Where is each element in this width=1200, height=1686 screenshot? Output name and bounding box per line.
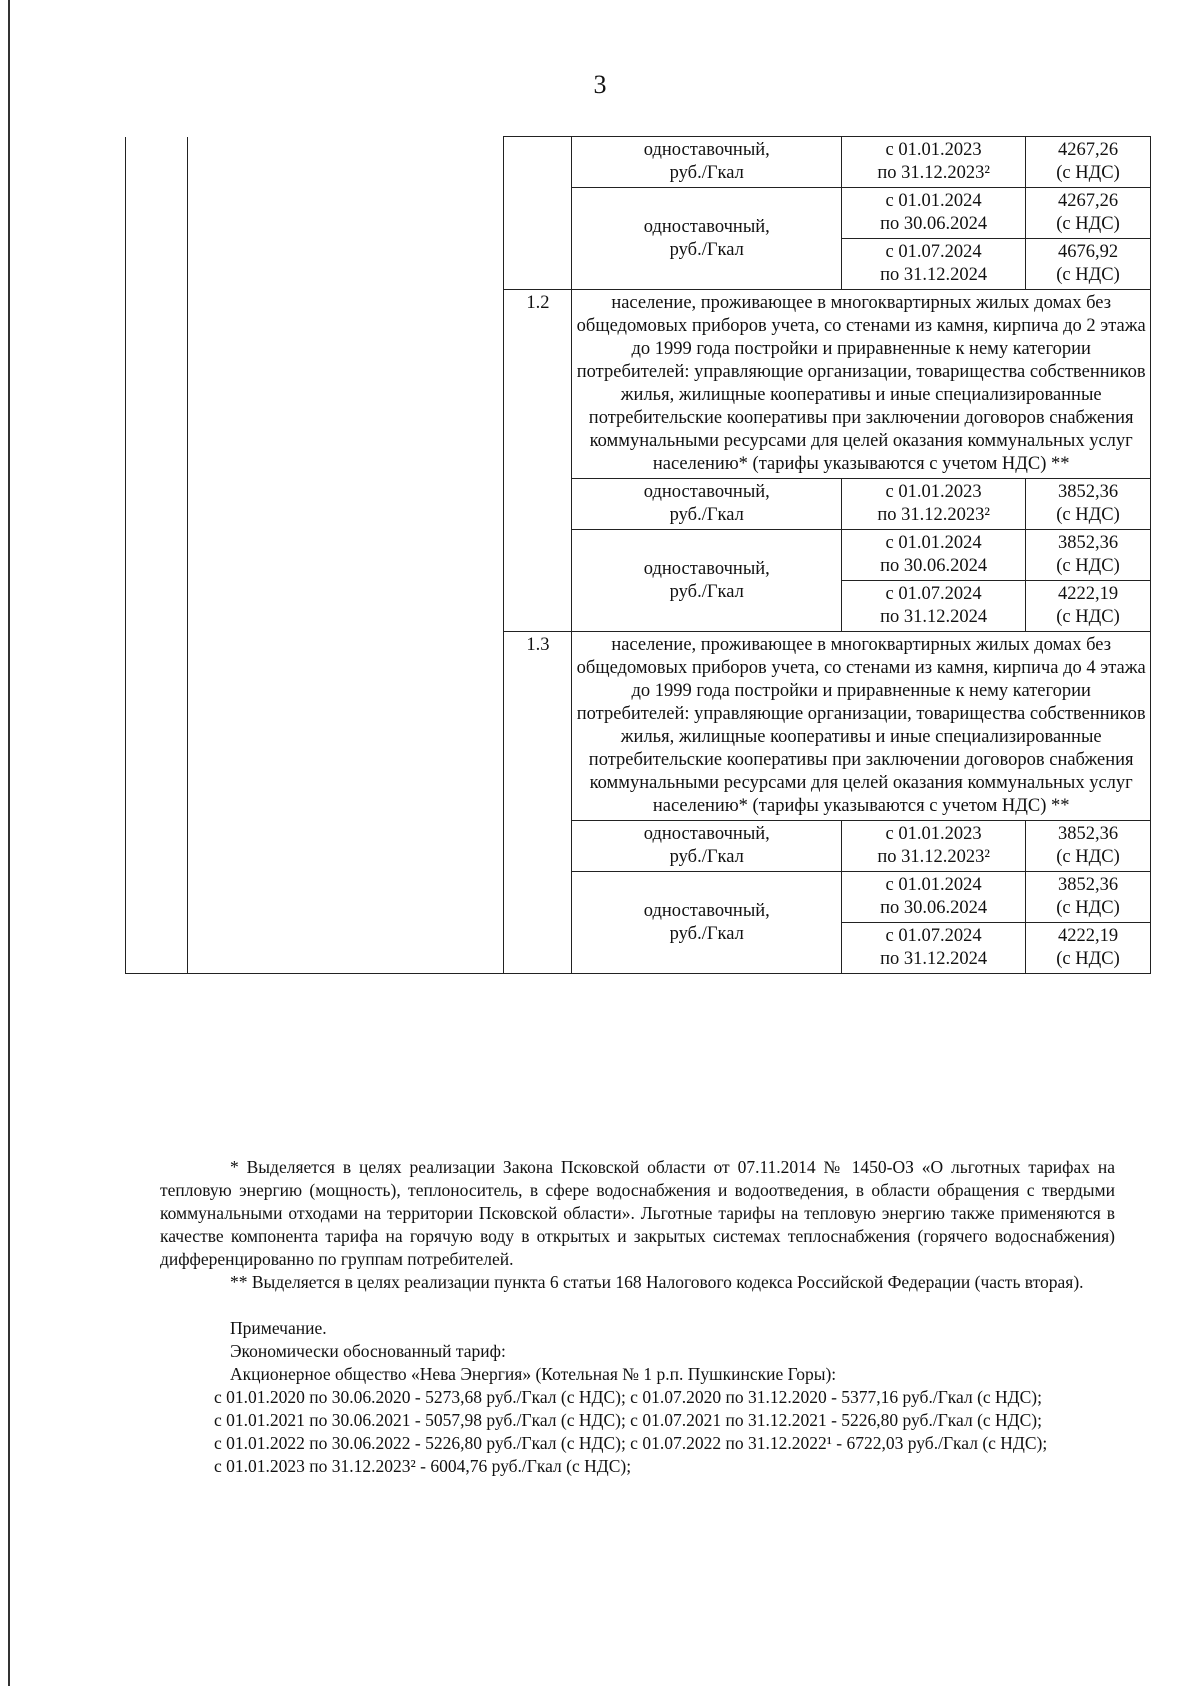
period-line2: по 30.06.2024	[880, 556, 988, 576]
tariff-table	[125, 136, 1151, 974]
tariff-type-line2: руб./Гкал	[669, 847, 744, 867]
tariff-value-line2: (с НДС)	[1056, 847, 1120, 867]
empty-cell	[187, 137, 504, 974]
tariff-row	[126, 137, 1151, 188]
item-number: 1.2	[504, 290, 572, 632]
tariff-type-line1: одноставочный,	[643, 140, 770, 160]
tariff-value	[1026, 479, 1151, 530]
tariff-type-line1: одноставочный,	[643, 900, 770, 921]
tariff-value	[1026, 530, 1151, 581]
tariff-value-line1: 3852,36	[1057, 533, 1119, 553]
note-line: с 01.01.2021 по 30.06.2021 - 5057,98 руб./Гкал (с НДС); с 01.07.2021 по 31.12.2021 - 5226,80 руб./Гкал (с НДС);	[214, 1410, 1042, 1430]
note-line: с 01.01.2022 по 30.06.2022 - 5226,80 руб./Гкал (с НДС); с 01.07.2022 по 31.12.2022¹ - 6722,03 руб./Гкал (с НДС);	[214, 1433, 1048, 1453]
period	[842, 239, 1026, 290]
tariff-type-line2: руб./Гкал	[669, 505, 744, 525]
period	[842, 923, 1026, 974]
period-line2: по 31.12.2023²	[877, 847, 990, 867]
tariff-value-line1: 3852,36	[1057, 824, 1119, 844]
period-line1: с 01.01.2023	[885, 482, 982, 502]
page-left-border	[8, 0, 10, 1686]
period-line2: по 30.06.2024	[880, 898, 988, 918]
tariff-value-line1: 3852,36	[1057, 482, 1119, 502]
period-line1: с 01.01.2023	[885, 140, 982, 160]
tariff-type	[572, 188, 842, 290]
period-line2: по 31.12.2024	[880, 265, 988, 285]
item-number	[504, 137, 572, 290]
tariff-value	[1026, 923, 1151, 974]
category-description: население, проживающее в многоквартирных жилых домах без общедомовых приборов учета, со стенами из камня, кирпича до 2 этажа до 1999 года постройки и приравненные к нему категории потребителей: управляющие организации, товарищества собственников жилья, жилищные кооперативы и иные специализированные потребительские кооперативы при заключении договоров снабжения коммунальными ресурсами для целей оказания коммунальных услуг населению* (тарифы указываются с учетом НДС) **	[572, 290, 1151, 479]
period-line1: с 01.01.2024	[885, 875, 982, 895]
tariff-value-line2: (с НДС)	[1056, 607, 1120, 627]
period	[842, 137, 1026, 188]
period-line2: по 31.12.2024	[880, 949, 988, 969]
period	[842, 530, 1026, 581]
period-line2: по 31.12.2024	[880, 607, 988, 627]
tariff-value-line1: 4267,26	[1057, 191, 1119, 211]
tariff-value-line2: (с НДС)	[1056, 214, 1120, 234]
tariff-type-line1: одноставочный,	[643, 216, 770, 237]
tariff-value	[1026, 137, 1151, 188]
item-number: 1.3	[504, 632, 572, 974]
note-organization: Акционерное общество «Нева Энергия» (Котельная № 1 р.п. Пушкинские Горы):	[230, 1364, 837, 1384]
tariff-value	[1026, 239, 1151, 290]
tariff-value-line2: (с НДС)	[1056, 949, 1120, 969]
category-description: население, проживающее в многоквартирных жилых домах без общедомовых приборов учета, со стенами из камня, кирпича до 4 этажа до 1999 года постройки и приравненные к нему категории потребителей: управляющие организации, товарищества собственников жилья, жилищные кооперативы и иные специализированные потребительские кооперативы при заключении договоров снабжения коммунальными ресурсами для целей оказания коммунальных услуг населению* (тарифы указываются с учетом НДС) **	[572, 632, 1151, 821]
page-number: 3	[593, 70, 607, 99]
tariff-type	[572, 137, 842, 188]
period-line1: с 01.01.2024	[885, 533, 982, 553]
note-heading: Примечание.	[230, 1318, 327, 1338]
tariff-value-line2: (с НДС)	[1056, 556, 1120, 576]
tariff-value-line2: (с НДС)	[1056, 163, 1120, 183]
period-line2: по 30.06.2024	[880, 214, 988, 234]
tariff-value-line2: (с НДС)	[1056, 265, 1120, 285]
period	[842, 872, 1026, 923]
tariff-value-line2: (с НДС)	[1056, 505, 1120, 525]
tariff-type	[572, 821, 842, 872]
tariff-type-line1: одноставочный,	[643, 482, 770, 502]
period-line2: по 31.12.2023²	[877, 163, 990, 183]
note-subheading: Экономически обоснованный тариф:	[230, 1341, 506, 1361]
note-line: с 01.01.2020 по 30.06.2020 - 5273,68 руб./Гкал (с НДС); с 01.07.2020 по 31.12.2020 - 5377,16 руб./Гкал (с НДС);	[214, 1387, 1042, 1407]
tariff-value	[1026, 188, 1151, 239]
tariff-type-line2: руб./Гкал	[669, 581, 744, 602]
tariff-value	[1026, 821, 1151, 872]
tariff-type-line1: одноставочный,	[643, 558, 770, 579]
period	[842, 821, 1026, 872]
period	[842, 581, 1026, 632]
tariff-type-line2: руб./Гкал	[669, 239, 744, 260]
tariff-value-line1: 4222,19	[1057, 926, 1119, 946]
tariff-type-line1: одноставочный,	[643, 824, 770, 844]
tariff-type	[572, 530, 842, 632]
note-line: с 01.01.2023 по 31.12.2023² - 6004,76 руб./Гкал (с НДС);	[214, 1456, 632, 1476]
period	[842, 188, 1026, 239]
period-line1: с 01.01.2024	[885, 191, 982, 211]
tariff-type-line2: руб./Гкал	[669, 163, 744, 183]
tariff-type	[572, 479, 842, 530]
tariff-value-line2: (с НДС)	[1056, 898, 1120, 918]
tariff-value	[1026, 872, 1151, 923]
empty-cell	[126, 137, 188, 974]
tariff-value-line1: 4267,26	[1057, 140, 1119, 160]
period-line1: с 01.07.2024	[885, 242, 982, 262]
tariff-value	[1026, 581, 1151, 632]
tariff-value-line1: 3852,36	[1057, 875, 1119, 895]
tariff-value-line1: 4222,19	[1057, 584, 1119, 604]
period-line1: с 01.07.2024	[885, 584, 982, 604]
footnote-single-star: * Выделяется в целях реализации Закона Псковской области от 07.11.2014 № 1450-ОЗ «О льготных тарифах на тепловую энергию (мощность), теплоноситель, в сфере водоснабжения и водоотведения, в области обращения с твердыми коммунальными отходами на территории Псковской области». Льготные тарифы на тепловую энергию также применяются в качестве компонента тарифа на горячую воду в открытых и закрытых системах теплоснабжения (горячего водоснабжения) дифференцированно по группам потребителей.	[160, 1157, 1115, 1269]
period	[842, 479, 1026, 530]
tariff-type	[572, 872, 842, 974]
period-line2: по 31.12.2023²	[877, 505, 990, 525]
period-line1: с 01.01.2023	[885, 824, 982, 844]
tariff-type-line2: руб./Гкал	[669, 923, 744, 944]
period-line1: с 01.07.2024	[885, 926, 982, 946]
tariff-value-line1: 4676,92	[1057, 242, 1119, 262]
footnote-double-star: ** Выделяется в целях реализации пункта 6 статьи 168 Налогового кодекса Российской Федерации (часть вторая).	[230, 1272, 1084, 1292]
notes-block	[160, 1156, 1115, 1478]
